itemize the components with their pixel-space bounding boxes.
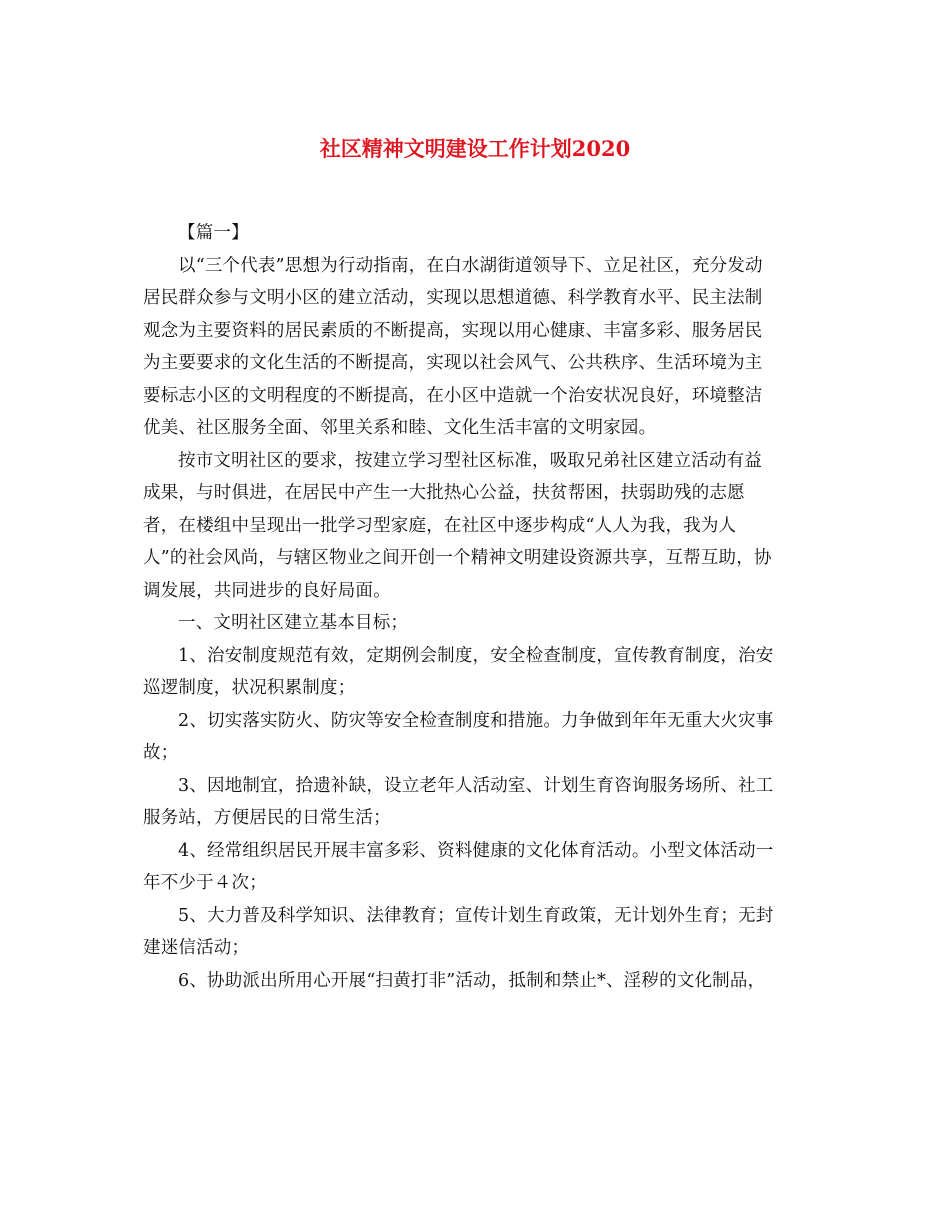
paragraph [143, 445, 808, 608]
document-body [143, 217, 808, 997]
text-line: 4、经常组织居民开展丰富多彩、资料健康的文化体育活动。小型文体活动一 [178, 840, 774, 861]
text-line: 1、治安制度规范有效，定期例会制度，安全检查制度，宣传教育制度，治安 [178, 645, 774, 666]
text-line: 调发展，共同进步的良好局面。 [143, 580, 391, 601]
text-line: 按市文明社区的要求，按建立学习型社区标准，吸取兄弟社区建立活动有益 [178, 450, 763, 471]
text-line: 5、大力普及科学知识、法律教育；宣传计划生育政策，无计划外生育；无封 [178, 905, 774, 926]
text-line: 以“三个代表”思想为行动指南，在白水湖街道领导下、立足社区，充分发动 [178, 255, 763, 276]
text-line: 一、文明社区建立基本目标； [178, 613, 409, 633]
paragraph [143, 250, 808, 445]
text-line: 优美、社区服务全面、邻里关系和睦、文化生活丰富的文明家园。 [143, 418, 657, 438]
section-label: 【篇一】 [178, 223, 249, 243]
text-line: 成果，与时俱进，在居民中产生一大批热心公益，扶贫帮困，扶弱助残的志愿 [143, 483, 745, 503]
paragraph [143, 835, 808, 900]
text-line: 6、协助派出所用心开展“扫黄打非”活动，抵制和禁止*、淫秽的文化制品， [178, 970, 766, 991]
text-line: 建迷信活动； [143, 938, 250, 958]
text-line: 居民群众参与文明小区的建立活动，实现以思想道德、科学教育水平、民主法制 [143, 288, 763, 308]
paragraph [143, 900, 808, 965]
paragraph [143, 607, 808, 640]
document-title: 社区精神文明建设工作计划2020 [319, 136, 631, 161]
text-line: 人”的社会风尚，与辖区物业之间开创一个精神文明建设资源共享，互帮互助，协 [143, 548, 772, 568]
text-line: 2、切实落实防火、防灾等安全检查制度和措施。力争做到年年无重大火灾事 [178, 710, 774, 731]
paragraph-list [143, 250, 808, 998]
text-line: 年不少于４次； [143, 873, 267, 893]
text-line: 故； [143, 743, 179, 763]
text-line: 巡逻制度，状况积累制度； [143, 678, 356, 698]
paragraph [143, 705, 808, 770]
text-line: 观念为主要资料的居民素质的不断提高，实现以用心健康、丰富多彩、服务居民 [143, 320, 763, 341]
text-line: 3、因地制宜，拾遗补缺，设立老年人活动室、计划生育咨询服务场所、社工 [178, 775, 774, 796]
paragraph [143, 770, 808, 835]
paragraph [143, 965, 808, 998]
paragraph [143, 640, 808, 705]
text-line: 要标志小区的文明程度的不断提高，在小区中造就一个治安状况良好，环境整洁 [143, 385, 763, 406]
text-line: 者，在楼组中呈现出一批学习型家庭，在社区中逐步构成“人人为我，我为人 [143, 515, 737, 536]
text-line: 服务站，方便居民的日常生活； [143, 808, 391, 828]
text-line: 为主要要求的文化生活的不断提高，实现以社会风气、公共秩序、生活环境为主 [143, 353, 763, 373]
